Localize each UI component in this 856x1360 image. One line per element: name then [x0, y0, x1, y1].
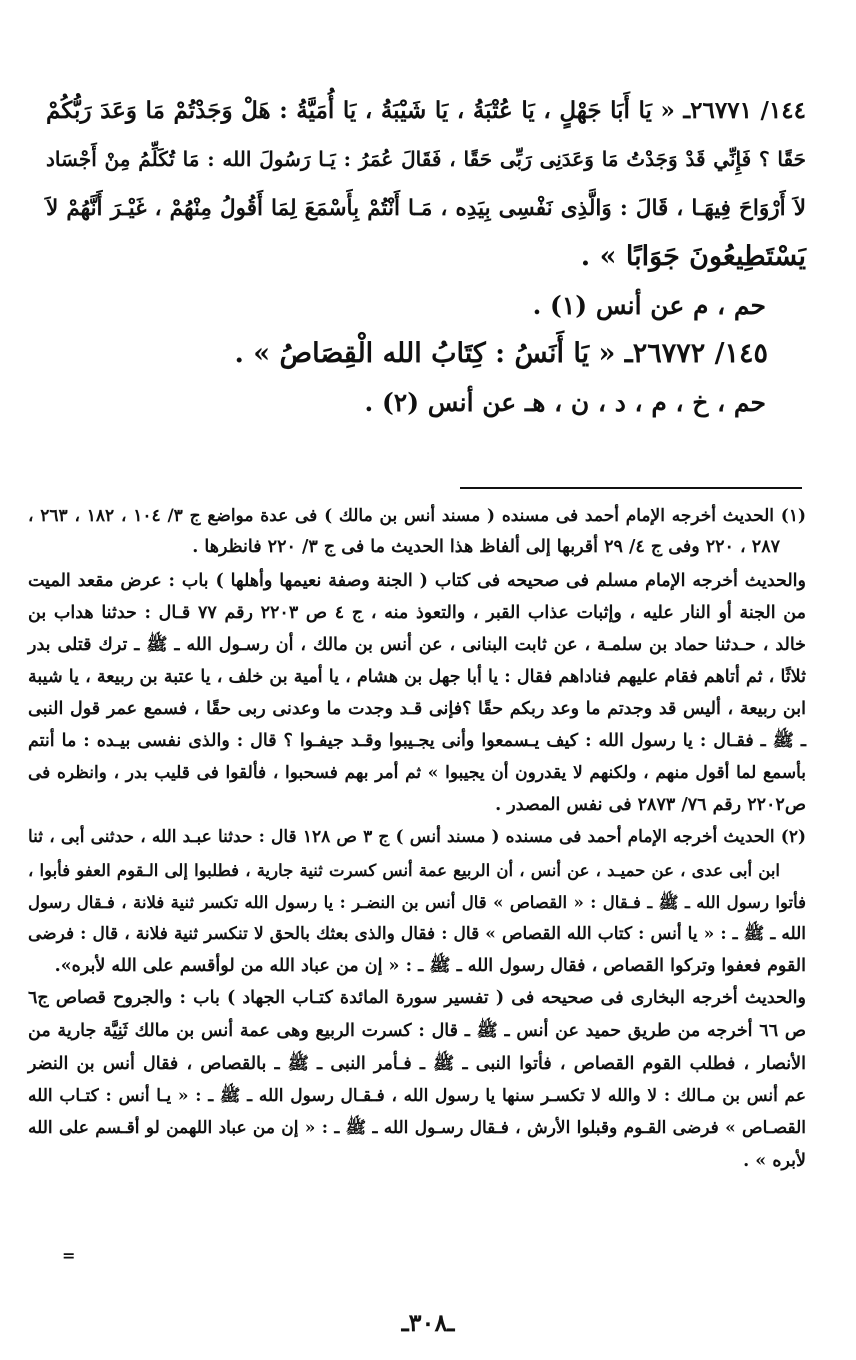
footnote-line-8: ـ ﷺ ـ فقـال : يا رسول الله : كيف يـسمعوا وأنى يجـيبوا وقـد جيفـوا ؟ قال : والذى نفسى بيـده : ما أنتم — [28, 731, 806, 751]
footnote-line-19: عم أنس بن مـالك : لا والله لا تكسـر سنها يا رسول الله ، فـقـال رسول الله ـ ﷺ ـ : « يـا أنس : كتـاب الله — [28, 1086, 806, 1106]
hadith-145-text: ١٤٥/ ٢٦٧٧٢ـ « يَا أَنَسُ : كِتَابُ الله الْقِصَاصُ » . — [234, 338, 768, 369]
footnote-line-10: ص٢٢٠٢ رقم ٧٦/ ٢٨٧٣ فى نفس المصدر . — [495, 795, 806, 815]
page-number: ـ٣٠٨ـ — [401, 1308, 455, 1337]
hadith-145-source: حم ، خ ، م ، د ، ن ، هـ عن أنس (٢) . — [364, 388, 766, 417]
continuation-mark: = — [62, 1246, 76, 1265]
footnote-line-7: ابن ربيعة ، أليس قد وجدتم ما وعد ربكم حقًا ؟فإنى قـد وجدت ما وعدنى ربى حقًا ، فسمع عمر قول النبى — [28, 699, 806, 719]
footnote-line-4: من الجنة أو النار عليه ، وإثبات عذاب القبر ، والتعوذ منه ، ج ٤ ص ٢٢٠٣ رقم ٧٧ قـال : حدثنا هداب بن — [28, 603, 807, 623]
hadith-144-line-4: يَسْتَطِيعُونَ جَوَابًا » . — [580, 241, 806, 272]
footnote-line-2: ٢٨٧ ، ٢٢٠ وفى ج ٤/ ٢٩ أقربها إلى ألفاظ هذا الحديث ما فى ج ٣/ ٢٢٠ فانظرها . — [192, 537, 780, 557]
footnote-line-11: (٢) الحديث أخرجه الإمام أحمد فى مسنده ( مسند أنس ) ج ٣ ص ١٢٨ قال : حدثنا عبـد الله ، حدثنى أبى ، ثنا — [28, 827, 807, 847]
footnote-line-3: والحديث أخرجه الإمام مسلم فى صحيحه فى كتاب ( الجنة وصفة نعيمها وأهلها ) باب : عرض مقعد الميت — [28, 571, 806, 591]
footnote-line-16: والحديث أخرجه البخارى فى صحيحه فى ( تفسير سورة المائدة كتـاب الجهاد ) باب : والجروح قصاص ج٦ — [28, 988, 806, 1008]
footnote-line-14: الله ـ ﷺ ـ : « يا أنس : كتاب الله القصاص » قال : فقال والذى بعثك بالحق لا تنكسر ثنية فلانة ، قال : فرضى — [28, 924, 806, 944]
footnote-line-9: بأسمع لما أقول منهم ، ولكنهم لا يقدرون أن يجيبوا » ثم أمر بهم فسحبوا ، فألقوا فى قليب بدر ، وانظره فى — [28, 763, 806, 783]
footnote-line-1: (١) الحديث أخرجه الإمام أحمد فى مسنده ( مسند أنس بن مالك ) فى عدة مواضع ج ٣/ ١٠٤ ، ١٨٢ ، ٢٦٣ ، — [28, 506, 806, 526]
footnote-line-5: خالد ، حـدثنا حماد بن سلمـة ، عن ثابت البنانى ، عن أنس بن مالك ، أن رسـول الله ـ ﷺ ـ ترك قتلى بدر — [28, 635, 806, 655]
hadith-144-line-2: حَقًا ؟ فَإِنِّي قَدْ وَجَدْتُ مَا وَعَدَنِى رَبِّى حَقًا ، فَقَالَ عُمَرُ : يَـا رَسُولَ الله : مَا تُكَلِّمُ مِنْ أَجْسَاد — [46, 147, 806, 171]
footnote-line-13: فأتوا رسول الله ـ ﷺ ـ فـقال : « القصاص » قال أنس بن النضـر : يا رسول الله تكسر ثنية فلانة ، فـقال رسول — [28, 893, 806, 912]
hadith-144-line-3: لاَ أَرْوَاحَ فِيهَـا ، قَالَ : وَالَّذِى نَفْسِى بِيَدِه ، مَـا أَنْتُمْ بِأَسْمَعَ لِمَا أَقُولُ مِنْهُمْ ، غَيْـرَ أَنَّهُمْ لاَ — [46, 196, 806, 221]
footnote-line-12: ابن أبى عدى ، عن حميـد ، عن أنس ، أن الربيع عمة أنس كسرت ثنية جارية ، فطلبوا إلى الـقوم العفو فأبوا ، — [28, 861, 780, 880]
footnote-line-15: القوم فعفوا وتركوا القصاص ، فقال رسول الله ـ ﷺ ـ : « إن من عباد الله من لوأقسم على الله لأبره». — [54, 956, 806, 976]
footnote-line-21: لأبره » . — [743, 1151, 806, 1171]
footnote-line-18: الأنصار ، فطلب القوم القصاص ، فأتوا النبى ـ ﷺ ـ فـأمر النبى ـ ﷺ ـ بالقصاص ، فقال أنس بن النضر — [28, 1054, 806, 1074]
hadith-144-line-1: ١٤٤/ ٢٦٧٧١ـ « يَا أَبَا جَهْلٍ ، يَا عُتْبَةُ ، يَا شَيْبَةُ ، يَا أُمَيَّةُ : هَلْ وَجَدْتُمْ مَا وَعَدَ رَبُّكُمْ — [46, 97, 806, 124]
footnote-separator-rule — [460, 487, 802, 489]
footnote-line-17: ص ٦٦ أخرجه من طريق حميد عن أنس ـ ﷺ ـ قال : كسرت الربيع وهى عمة أنس بن مالك ثَنِيَّة جارية من — [28, 1021, 807, 1041]
footnote-line-20: القصـاص » فرضى القـوم وقبلوا الأرش ، فـقال رسـول الله ـ ﷺ ـ : « إن من عباد اللهمن لو أقـسم على الله — [28, 1118, 806, 1138]
footnote-line-6: ثلاثًا ، ثم أتاهم فقام عليهم فناداهم فقال : يا أبا جهل بن هشام ، يا أمية بن خلف ، يا عتبة بن ربيعة ، يا شيبة — [28, 667, 806, 687]
hadith-144-source: حم ، م عن أنس (١) . — [532, 291, 766, 320]
